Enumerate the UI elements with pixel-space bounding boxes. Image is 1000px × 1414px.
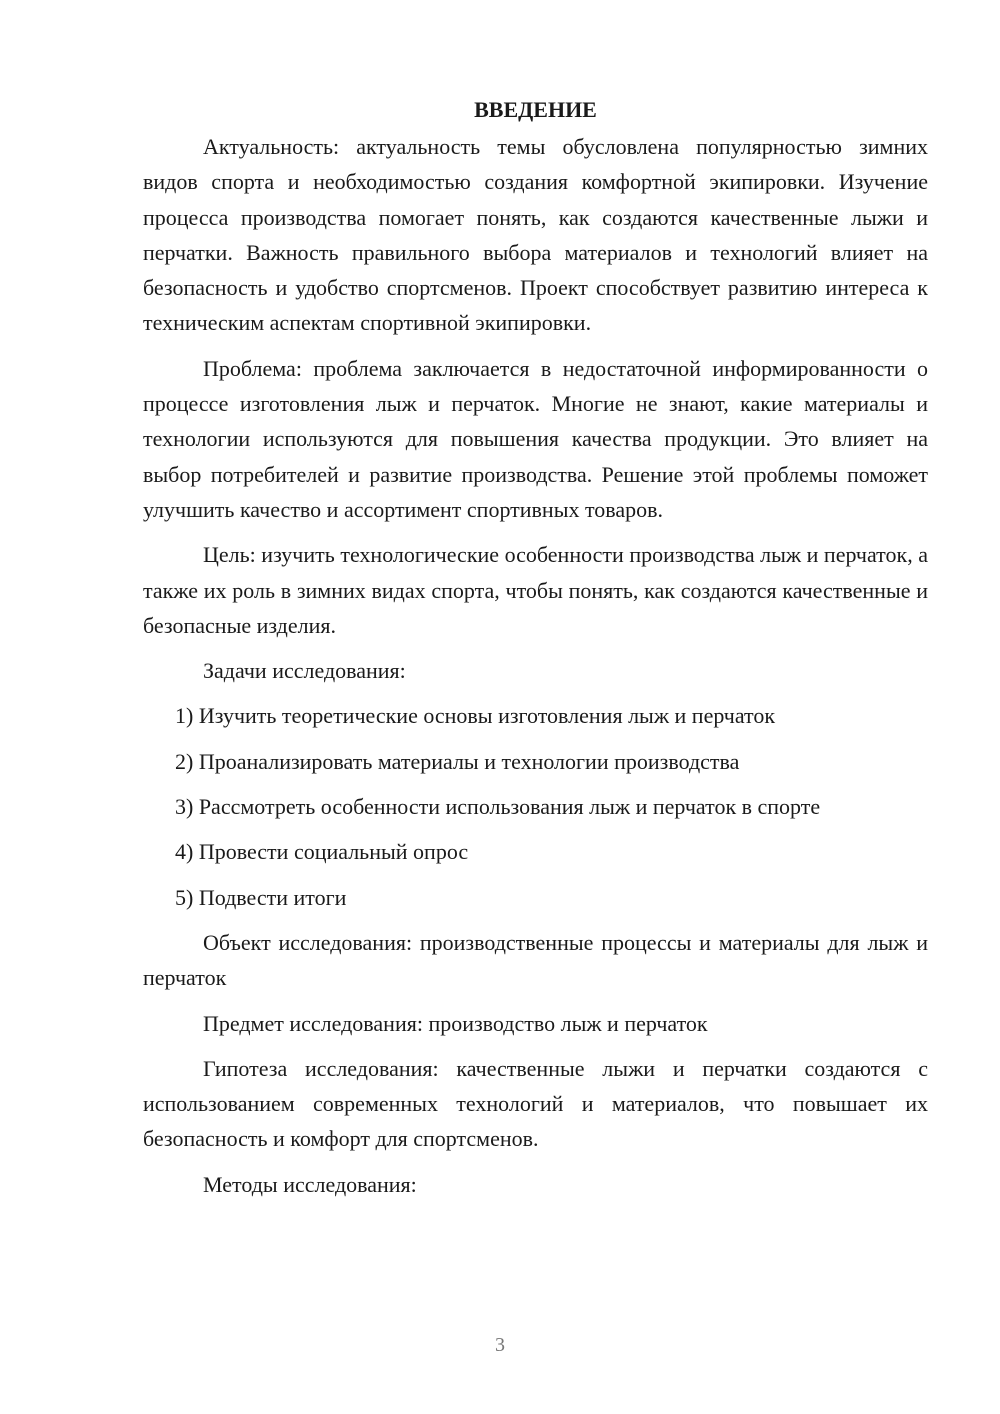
list-item: 4) Провести социальный опрос	[175, 839, 469, 865]
list-item: 3) Рассмотреть особенности использования лыж и перчаток в спорте	[175, 794, 821, 820]
methods-heading: Методы исследования:	[203, 1171, 417, 1197]
page-number: 3	[495, 1334, 505, 1356]
page-content	[143, 92, 928, 1212]
paragraph-problem: Проблема: проблема заключается в недостаточной информированности о процессе изготовления лыж и перчаток. Многие не знают, какие материалы и технологии используются для повышения качества продукции. Это влияет на выбор потребителей и развитие производства. Решение этой проблемы поможет улучшить качество и ассортимент спортивных товаров.	[143, 355, 928, 522]
list-item: 1) Изучить теоретические основы изготовления лыж и перчаток	[175, 703, 776, 729]
list-item: 2) Проанализировать материалы и технологии производства	[175, 748, 740, 774]
list-item: 5) Подвести итоги	[175, 884, 347, 910]
paragraph-relevance: Актуальность: актуальность темы обусловлена популярностью зимних видов спорта и необходимостью создания комфортной экипировки. Изучение процесса производства помогает понять, как создаются качественные лыжи и перчатки. Важность правильного выбора материалов и технологий влияет на безопасность и удобство спортсменов. Проект способствует развитию интереса к техническим аспектам спортивной экипировки.	[143, 134, 928, 336]
paragraph-object: Объект исследования: производственные процессы и материалы для лыж и перчаток	[143, 929, 928, 991]
tasks-list	[143, 698, 928, 914]
paragraph-goal: Цель: изучить технологические особенности производства лыж и перчаток, а также их роль в зимних видах спорта, чтобы понять, как создаются качественные и безопасные изделия.	[143, 542, 928, 638]
paragraph-subject: Предмет исследования: производство лыж и перчаток	[203, 1010, 708, 1036]
tasks-heading: Задачи исследования:	[203, 658, 406, 684]
paragraph-hypothesis: Гипотеза исследования: качественные лыжи и перчатки создаются с использованием современных технологий и материалов, что повышает их безопасность и комфорт для спортсменов.	[143, 1055, 928, 1152]
page-title: ВВЕДЕНИЕ	[474, 97, 597, 122]
